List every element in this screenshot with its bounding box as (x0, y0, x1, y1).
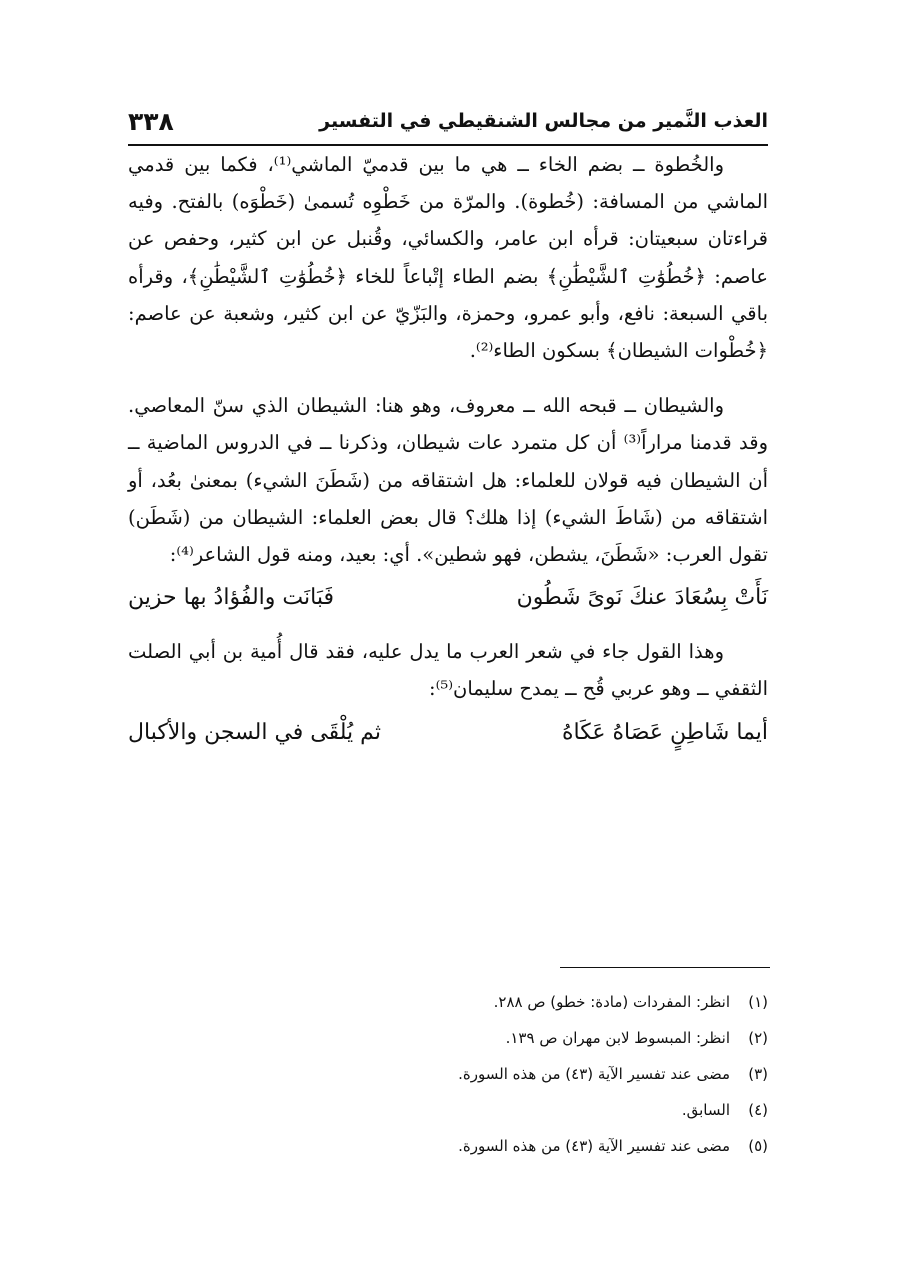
footnote-item (128, 1092, 768, 1128)
footnotes (128, 984, 768, 1164)
footnote-number: (١) (748, 993, 768, 1011)
footnote-divider (560, 967, 770, 968)
paragraph-umayya (128, 633, 768, 707)
verse-2-first-hemistich: أيما شَاطِنٍ عَصَاهُ عَكَاهُ (562, 719, 768, 745)
footnote-text: السابق. (681, 1101, 730, 1119)
verse-1-second-hemistich: فَبَانَت والفُؤادُ بها حزين (128, 585, 334, 611)
footnote-item (128, 1056, 768, 1092)
footnote-item (128, 1128, 768, 1164)
book-title: العذب النَّمير من مجالس الشنقيطي في التفسير (319, 110, 768, 132)
footnote-text: مضى عند تفسير الآية (٤٣) من هذه السورة. (458, 1065, 730, 1083)
verse-1-first-hemistich: نَأَتْ بِسُعَادَ عنكَ نَوىً شَطُون (516, 585, 768, 611)
footnote-item (128, 984, 768, 1020)
poetry-verse-2 (128, 708, 768, 758)
page-number: ٣٣٨ (128, 106, 174, 136)
running-header (128, 104, 768, 138)
paragraph-khutwa (128, 146, 768, 369)
footnote-text: انظر: المفردات (مادة: خطو) ص ٢٨٨. (493, 993, 730, 1011)
paragraph-spacer (128, 369, 768, 387)
paragraph-spacer (128, 623, 768, 633)
footnote-number: (٤) (748, 1101, 768, 1119)
paragraph-umayya-text: وهذا القول جاء في شعر العرب ما يدل عليه، فقد قال أُمية بن أبي الصلت الثقفي ــ وهو عربي قُح ــ يمدح سليمان⁽⁵⁾: (128, 640, 768, 701)
poetry-verse-1 (128, 573, 768, 623)
paragraph-khutwa-text: والخُطوة ــ بضم الخاء ــ هي ما بين قدميّ الماشي⁽¹⁾، فكما بين قدمي الماشي من المسافة: (خُطوة). والمرّة من خَطْوِه تُسمىٰ (خَطْوَه) بالفتح. وفيه قراءتان سبعيتان: قرأه ابن عامر، والكسائي، وقُنبل عن ابن كثير، وحفص عن عاصم: ﴿خُطُوَٰتِ ٱلشَّيْطَٰنِ﴾ بضم الطاء إتْباعاً للخاء ﴿خُطُوَٰتِ ٱلشَّيْطَٰنِ﴾، وقرأه باقي السبعة: نافع، وأبو عمرو، وحمزة، والبَزّيّ عن ابن كثير، وشعبة عن عاصم: ﴿خُطْوات الشيطان﴾ بسكون الطاء⁽²⁾. (128, 153, 768, 363)
footnote-item (128, 1020, 768, 1056)
footnote-text: مضى عند تفسير الآية (٤٣) من هذه السورة. (458, 1137, 730, 1155)
paragraph-shaytan (128, 387, 768, 573)
paragraph-shaytan-text: والشيطان ــ قبحه الله ــ معروف، وهو هنا: الشيطان الذي سنّ المعاصي. وقد قدمنا مراراً⁽³⁾ أن كل متمرد عات شيطان، وذكرنا ــ في الدروس الماضية ــ أن الشيطان فيه قولان للعلماء: هل اشتقاقه من (شَطَنَ الشيء) بمعنىٰ بعُد، أو اشتقاقه من (شَاطَ الشيء) إذا هلك؟ قال بعض العلماء: الشيطان من (شَطَن) تقول العرب: «شَطَنَ، يشطن، فهو شطين». أي: بعيد، ومنه قول الشاعر⁽⁴⁾: (128, 394, 768, 567)
footnote-number: (٥) (748, 1137, 768, 1155)
main-text (128, 146, 768, 758)
footnote-number: (٢) (748, 1029, 768, 1047)
verse-2-second-hemistich: ثم يُلْقَى في السجن والأكبال (128, 719, 381, 745)
footnote-number: (٣) (748, 1065, 768, 1083)
footnote-text: انظر: المبسوط لابن مهران ص ١٣٩. (505, 1029, 730, 1047)
